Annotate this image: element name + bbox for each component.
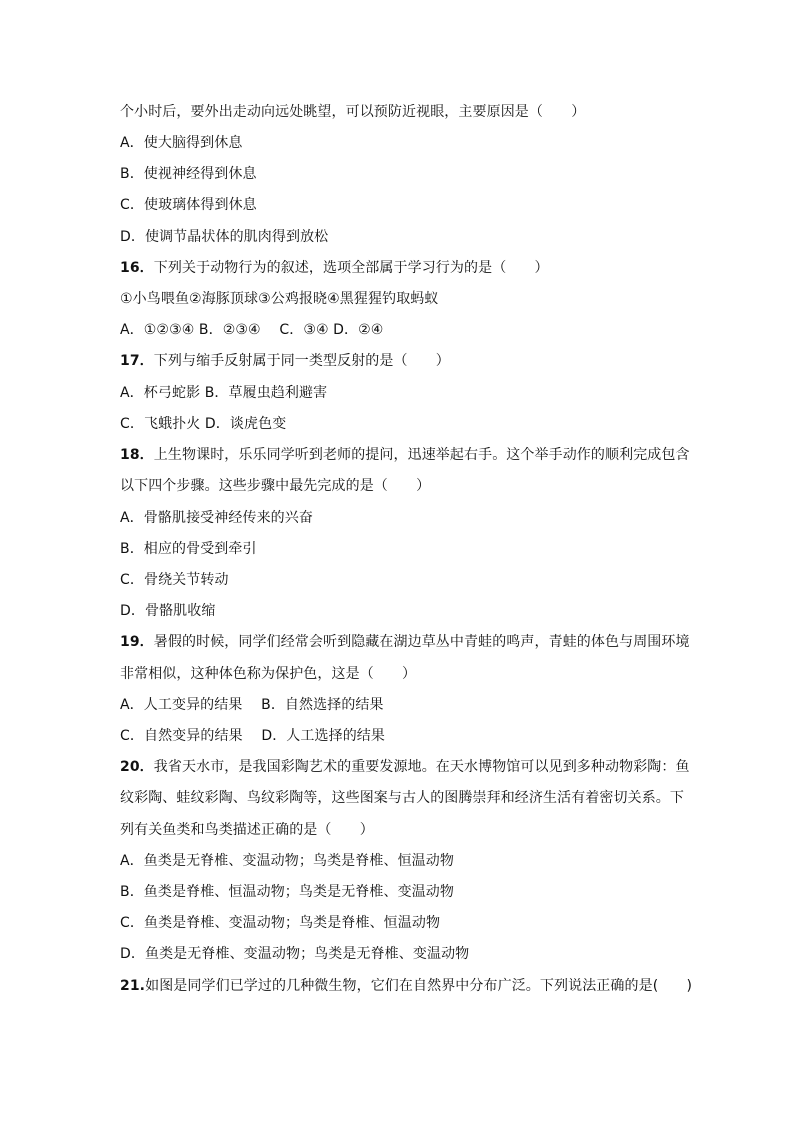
question-15-stem-end: 个小时后，要外出走动向远处眺望，可以预防近视眼，主要原因是（ ） bbox=[120, 104, 586, 120]
q20-option-b: B．鱼类是脊椎、恒温动物；鸟类是无脊椎、变温动物 bbox=[120, 884, 455, 900]
question-21-text: 如图是同学们已学过的几种微生物，它们在自然界中分布广泛。下列说法正确的是( ) bbox=[145, 978, 693, 994]
question-18-text-line-1: 上生物课时，乐乐同学听到老师的提问，迅速举起右手。这个举手动作的顺利完成包含 bbox=[153, 447, 690, 463]
question-17-stem bbox=[120, 351, 690, 371]
question-16-number: 16． bbox=[120, 260, 154, 276]
q16-options: A．①②③④ B．②③④ C．③④ D．②④ bbox=[120, 322, 384, 338]
question-16-text: 下列关于动物行为的叙述，选项全部属于学习行为的是（ ） bbox=[153, 260, 549, 276]
question-16-stem bbox=[120, 258, 690, 278]
question-21-stem bbox=[120, 976, 693, 996]
question-21-number: 21. bbox=[120, 978, 146, 994]
q20-option-d: D．鱼类是无脊椎、变温动物；鸟类是无脊椎、变温动物 bbox=[120, 946, 470, 962]
q18-option-d: D．骨骼肌收缩 bbox=[120, 603, 216, 619]
q20-option-c: C．鱼类是脊椎、变温动物；鸟类是脊椎、恒温动物 bbox=[120, 915, 441, 931]
q15-option-b: B．使视神经得到休息 bbox=[120, 166, 257, 182]
question-18-text-line-2: 以下四个步骤。这些步骤中最先完成的是（ ） bbox=[120, 478, 431, 494]
question-19-text-line-2: 非常相似，这种体色称为保护色，这是（ ） bbox=[120, 666, 417, 682]
q20-option-a: A．鱼类是无脊椎、变温动物；鸟类是脊椎、恒温动物 bbox=[120, 853, 454, 869]
question-18-number: 18． bbox=[120, 447, 154, 463]
q16-statements: ①小鸟喂鱼②海豚顶球③公鸡报晓④黑猩猩钓取蚂蚁 bbox=[120, 291, 439, 307]
question-17-number: 17． bbox=[120, 353, 154, 369]
q18-option-c: C．骨绕关节转动 bbox=[120, 572, 229, 588]
question-19-stem bbox=[120, 632, 690, 652]
q15-option-d: D．使调节晶状体的肌肉得到放松 bbox=[120, 229, 329, 245]
question-20-text-line-2: 纹彩陶、蛙纹彩陶、鸟纹彩陶等，这些图案与古人的图腾崇拜和经济生活有着密切关系。下 bbox=[120, 790, 684, 806]
q19-options-ab: A．人工变异的结果 B．自然选择的结果 bbox=[120, 697, 384, 713]
q15-option-a: A．使大脑得到休息 bbox=[120, 135, 243, 151]
q17-options-ab: A．杯弓蛇影 B．草履虫趋利避害 bbox=[120, 385, 328, 401]
q18-option-a: A．骨骼肌接受神经传来的兴奋 bbox=[120, 510, 313, 526]
q17-options-cd: C．飞蛾扑火 D．谈虎色变 bbox=[120, 416, 287, 432]
question-17-text: 下列与缩手反射属于同一类型反射的是（ ） bbox=[153, 353, 450, 369]
q15-option-c: C．使玻璃体得到休息 bbox=[120, 197, 257, 213]
q18-option-b: B．相应的骨受到牵引 bbox=[120, 541, 257, 557]
question-19-text-line-1: 暑假的时候，同学们经常会听到隐藏在湖边草丛中青蛙的鸣声，青蛙的体色与周围环境 bbox=[153, 634, 690, 650]
question-20-number: 20． bbox=[120, 759, 154, 775]
question-20-text-line-1: 我省天水市，是我国彩陶艺术的重要发源地。在天水博物馆可以见到多种动物彩陶：鱼 bbox=[153, 759, 690, 775]
question-19-number: 19． bbox=[120, 634, 154, 650]
question-20-stem bbox=[120, 757, 690, 777]
q19-options-cd: C．自然变异的结果 D．人工选择的结果 bbox=[120, 728, 386, 744]
question-18-stem bbox=[120, 445, 690, 465]
question-20-text-line-3: 列有关鱼类和鸟类描述正确的是（ ） bbox=[120, 822, 374, 838]
